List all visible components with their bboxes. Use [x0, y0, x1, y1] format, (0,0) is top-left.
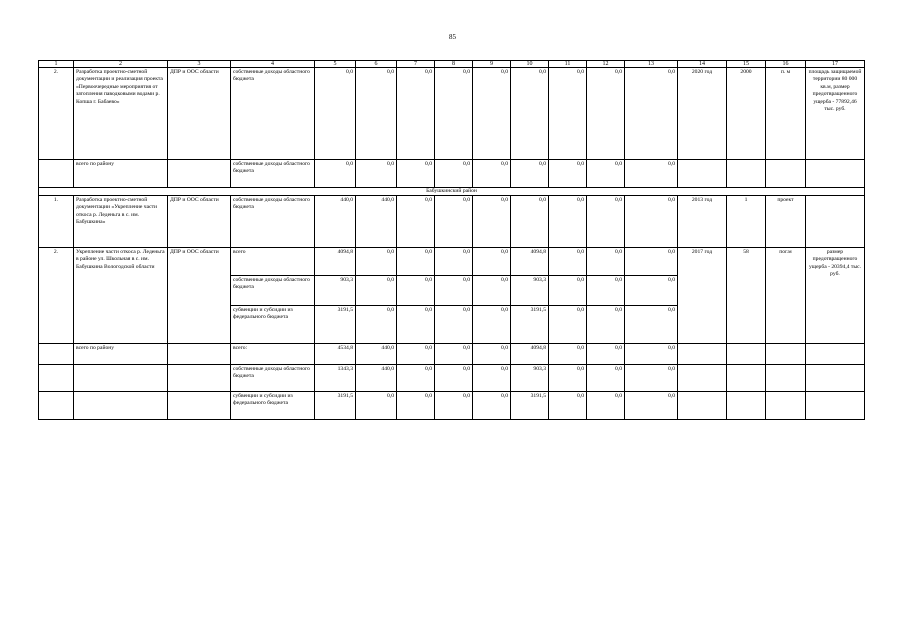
header-cell: 16 [766, 61, 806, 68]
value-cell: 0,0 [315, 160, 356, 188]
funding-source: субвенции и субсидии из федерального бюджета [231, 392, 315, 420]
value-cell: 0,0 [397, 68, 435, 160]
value-cell: 0,0 [397, 160, 435, 188]
section-title: Бабушкинский район [39, 188, 865, 196]
year-cell [678, 392, 727, 420]
header-cell: 10 [511, 61, 549, 68]
value-cell: 0,0 [435, 160, 473, 188]
year-cell [678, 160, 727, 188]
value-cell: 0,0 [356, 160, 397, 188]
value-cell: 440,0 [315, 196, 356, 248]
quantity-cell [727, 365, 766, 392]
measure-name: Укрепление части откоса р. Леденьга в районе ул. Школьная в с. им. Бабушкина Вологодской области [74, 248, 168, 344]
value-cell: 0,0 [356, 392, 397, 420]
value-cell: 0,0 [397, 306, 435, 344]
value-cell: 0,0 [435, 365, 473, 392]
value-cell: 0,0 [625, 160, 678, 188]
value-cell: 0,0 [511, 196, 549, 248]
table-row [39, 344, 865, 365]
value-cell: 1343,3 [315, 365, 356, 392]
unit-cell [766, 160, 806, 188]
quantity-cell [727, 392, 766, 420]
value-cell: 0,0 [587, 306, 625, 344]
executor [168, 344, 231, 365]
value-cell: 4094,8 [315, 248, 356, 276]
result-cell: размер предотвращенного ущерба - 20394,4 тыс. руб. [806, 248, 865, 344]
value-cell: 0,0 [625, 68, 678, 160]
value-cell: 0,0 [511, 68, 549, 160]
result-cell: площадь защищаемой территории 80 000 кв.м, размер предотвращенного ущерба - 77892,46 тыс. руб. [806, 68, 865, 160]
measure-name: Разработка проектно-сметной документации «Укрепление части откоса р. Леденьга в с. им. Бабушкина» [74, 196, 168, 248]
value-cell: 0,0 [625, 365, 678, 392]
value-cell: 0,0 [625, 276, 678, 306]
value-cell: 0,0 [625, 344, 678, 365]
table-row [39, 392, 865, 420]
header-cell: 9 [473, 61, 511, 68]
unit-cell [766, 365, 806, 392]
page-number: 85 [449, 33, 456, 41]
header-cell: 17 [806, 61, 865, 68]
value-cell: 440,0 [356, 344, 397, 365]
result-cell [806, 160, 865, 188]
value-cell: 0,0 [473, 160, 511, 188]
value-cell: 0,0 [356, 276, 397, 306]
value-cell: 0,0 [587, 344, 625, 365]
row-number: 2. [39, 68, 74, 160]
value-cell: 0,0 [473, 248, 511, 276]
funding-source: субвенции и субсидии из федерального бюджета [231, 306, 315, 344]
funding-source: собственные доходы областного бюджета [231, 365, 315, 392]
value-cell: 3191,5 [315, 392, 356, 420]
value-cell: 0,0 [587, 392, 625, 420]
value-cell: 0,0 [435, 344, 473, 365]
header-cell: 4 [231, 61, 315, 68]
value-cell: 0,0 [397, 392, 435, 420]
funding-source: собственные доходы областного бюджета [231, 196, 315, 248]
value-cell: 0,0 [397, 365, 435, 392]
header-cell: 1 [39, 61, 74, 68]
row-number: 1. [39, 196, 74, 248]
year-cell: 2013 год [678, 196, 727, 248]
table-row [39, 160, 865, 188]
value-cell: 903,3 [511, 365, 549, 392]
funding-source: всего: [231, 344, 315, 365]
value-cell: 0,0 [549, 68, 587, 160]
unit-cell [766, 392, 806, 420]
unit-cell [766, 344, 806, 365]
header-cell: 11 [549, 61, 587, 68]
value-cell: 0,0 [549, 248, 587, 276]
header-row [39, 61, 865, 68]
value-cell: 0,0 [397, 344, 435, 365]
value-cell: 4534,8 [315, 344, 356, 365]
result-cell [806, 392, 865, 420]
value-cell: 0,0 [587, 160, 625, 188]
quantity-cell: 58 [727, 248, 766, 344]
value-cell: 0,0 [587, 248, 625, 276]
value-cell: 903,3 [315, 276, 356, 306]
value-cell: 440,0 [356, 365, 397, 392]
header-cell: 8 [435, 61, 473, 68]
quantity-cell: 1 [727, 196, 766, 248]
year-cell: 2020 год [678, 68, 727, 160]
year-cell [678, 365, 727, 392]
value-cell: 0,0 [356, 306, 397, 344]
value-cell: 0,0 [549, 392, 587, 420]
value-cell: 4094,8 [511, 248, 549, 276]
value-cell: 0,0 [549, 276, 587, 306]
header-cell: 7 [397, 61, 435, 68]
executor: ДПР и ООС области [168, 196, 231, 248]
value-cell: 0,0 [587, 68, 625, 160]
value-cell: 0,0 [587, 276, 625, 306]
header-cell: 6 [356, 61, 397, 68]
row-number: 2. [39, 248, 74, 344]
unit-cell: проект [766, 196, 806, 248]
value-cell: 0,0 [473, 196, 511, 248]
value-cell: 3191,5 [511, 392, 549, 420]
value-cell: 0,0 [587, 196, 625, 248]
value-cell: 0,0 [435, 196, 473, 248]
funding-source: собственные доходы областного бюджета [231, 160, 315, 188]
executor: ДПР и ООС области [168, 68, 231, 160]
budget-table [38, 60, 865, 420]
quantity-cell: 2000 [727, 68, 766, 160]
header-cell: 12 [587, 61, 625, 68]
value-cell: 3191,5 [511, 306, 549, 344]
value-cell: 0,0 [473, 276, 511, 306]
table-row [39, 68, 865, 160]
unit-cell: п. м [766, 68, 806, 160]
value-cell: 0,0 [511, 160, 549, 188]
header-cell: 13 [625, 61, 678, 68]
header-cell: 14 [678, 61, 727, 68]
funding-source: собственные доходы областного бюджета [231, 276, 315, 306]
funding-source: всего [231, 248, 315, 276]
value-cell: 0,0 [587, 365, 625, 392]
executor [168, 365, 231, 392]
result-cell [806, 196, 865, 248]
value-cell: 0,0 [625, 248, 678, 276]
value-cell: 0,0 [625, 196, 678, 248]
measure-name: Разработка проектно-сметной документации и реализация проекта «Первоочередные мероприятия от затопления паводковыми водами р. Копша г. Бабаево» [74, 68, 168, 160]
section-row [39, 188, 865, 196]
value-cell: 0,0 [397, 276, 435, 306]
value-cell: 0,0 [625, 306, 678, 344]
header-cell: 5 [315, 61, 356, 68]
funding-source: собственные доходы областного бюджета [231, 68, 315, 160]
value-cell: 0,0 [549, 344, 587, 365]
result-cell [806, 344, 865, 365]
value-cell: 0,0 [435, 392, 473, 420]
row-number [39, 344, 74, 365]
executor: ДПР и ООС области [168, 248, 231, 344]
measure-name [74, 392, 168, 420]
row-number [39, 160, 74, 188]
value-cell: 0,0 [435, 276, 473, 306]
header-cell: 2 [74, 61, 168, 68]
executor [168, 160, 231, 188]
value-cell: 0,0 [473, 365, 511, 392]
result-cell [806, 365, 865, 392]
value-cell: 0,0 [473, 344, 511, 365]
year-cell: 2017 год [678, 248, 727, 344]
row-number [39, 365, 74, 392]
value-cell: 0,0 [315, 68, 356, 160]
executor [168, 392, 231, 420]
value-cell: 0,0 [549, 306, 587, 344]
measure-name [74, 365, 168, 392]
value-cell: 0,0 [625, 392, 678, 420]
year-cell [678, 344, 727, 365]
value-cell: 0,0 [356, 248, 397, 276]
value-cell: 903,3 [511, 276, 549, 306]
header-cell: 15 [727, 61, 766, 68]
value-cell: 0,0 [397, 196, 435, 248]
quantity-cell [727, 344, 766, 365]
measure-name: всего по району [74, 160, 168, 188]
value-cell: 4094,8 [511, 344, 549, 365]
value-cell: 0,0 [549, 365, 587, 392]
quantity-cell [727, 160, 766, 188]
value-cell: 0,0 [356, 68, 397, 160]
value-cell: 0,0 [549, 160, 587, 188]
table-row [39, 248, 865, 276]
value-cell: 0,0 [549, 196, 587, 248]
value-cell: 0,0 [397, 248, 435, 276]
value-cell: 3191,5 [315, 306, 356, 344]
header-cell: 3 [168, 61, 231, 68]
value-cell: 0,0 [435, 248, 473, 276]
unit-cell: пог.м [766, 248, 806, 344]
table-row [39, 365, 865, 392]
measure-name: всего по району [74, 344, 168, 365]
row-number [39, 392, 74, 420]
value-cell: 440,0 [356, 196, 397, 248]
value-cell: 0,0 [473, 306, 511, 344]
value-cell: 0,0 [473, 68, 511, 160]
value-cell: 0,0 [435, 306, 473, 344]
table-row [39, 196, 865, 248]
value-cell: 0,0 [473, 392, 511, 420]
value-cell: 0,0 [435, 68, 473, 160]
